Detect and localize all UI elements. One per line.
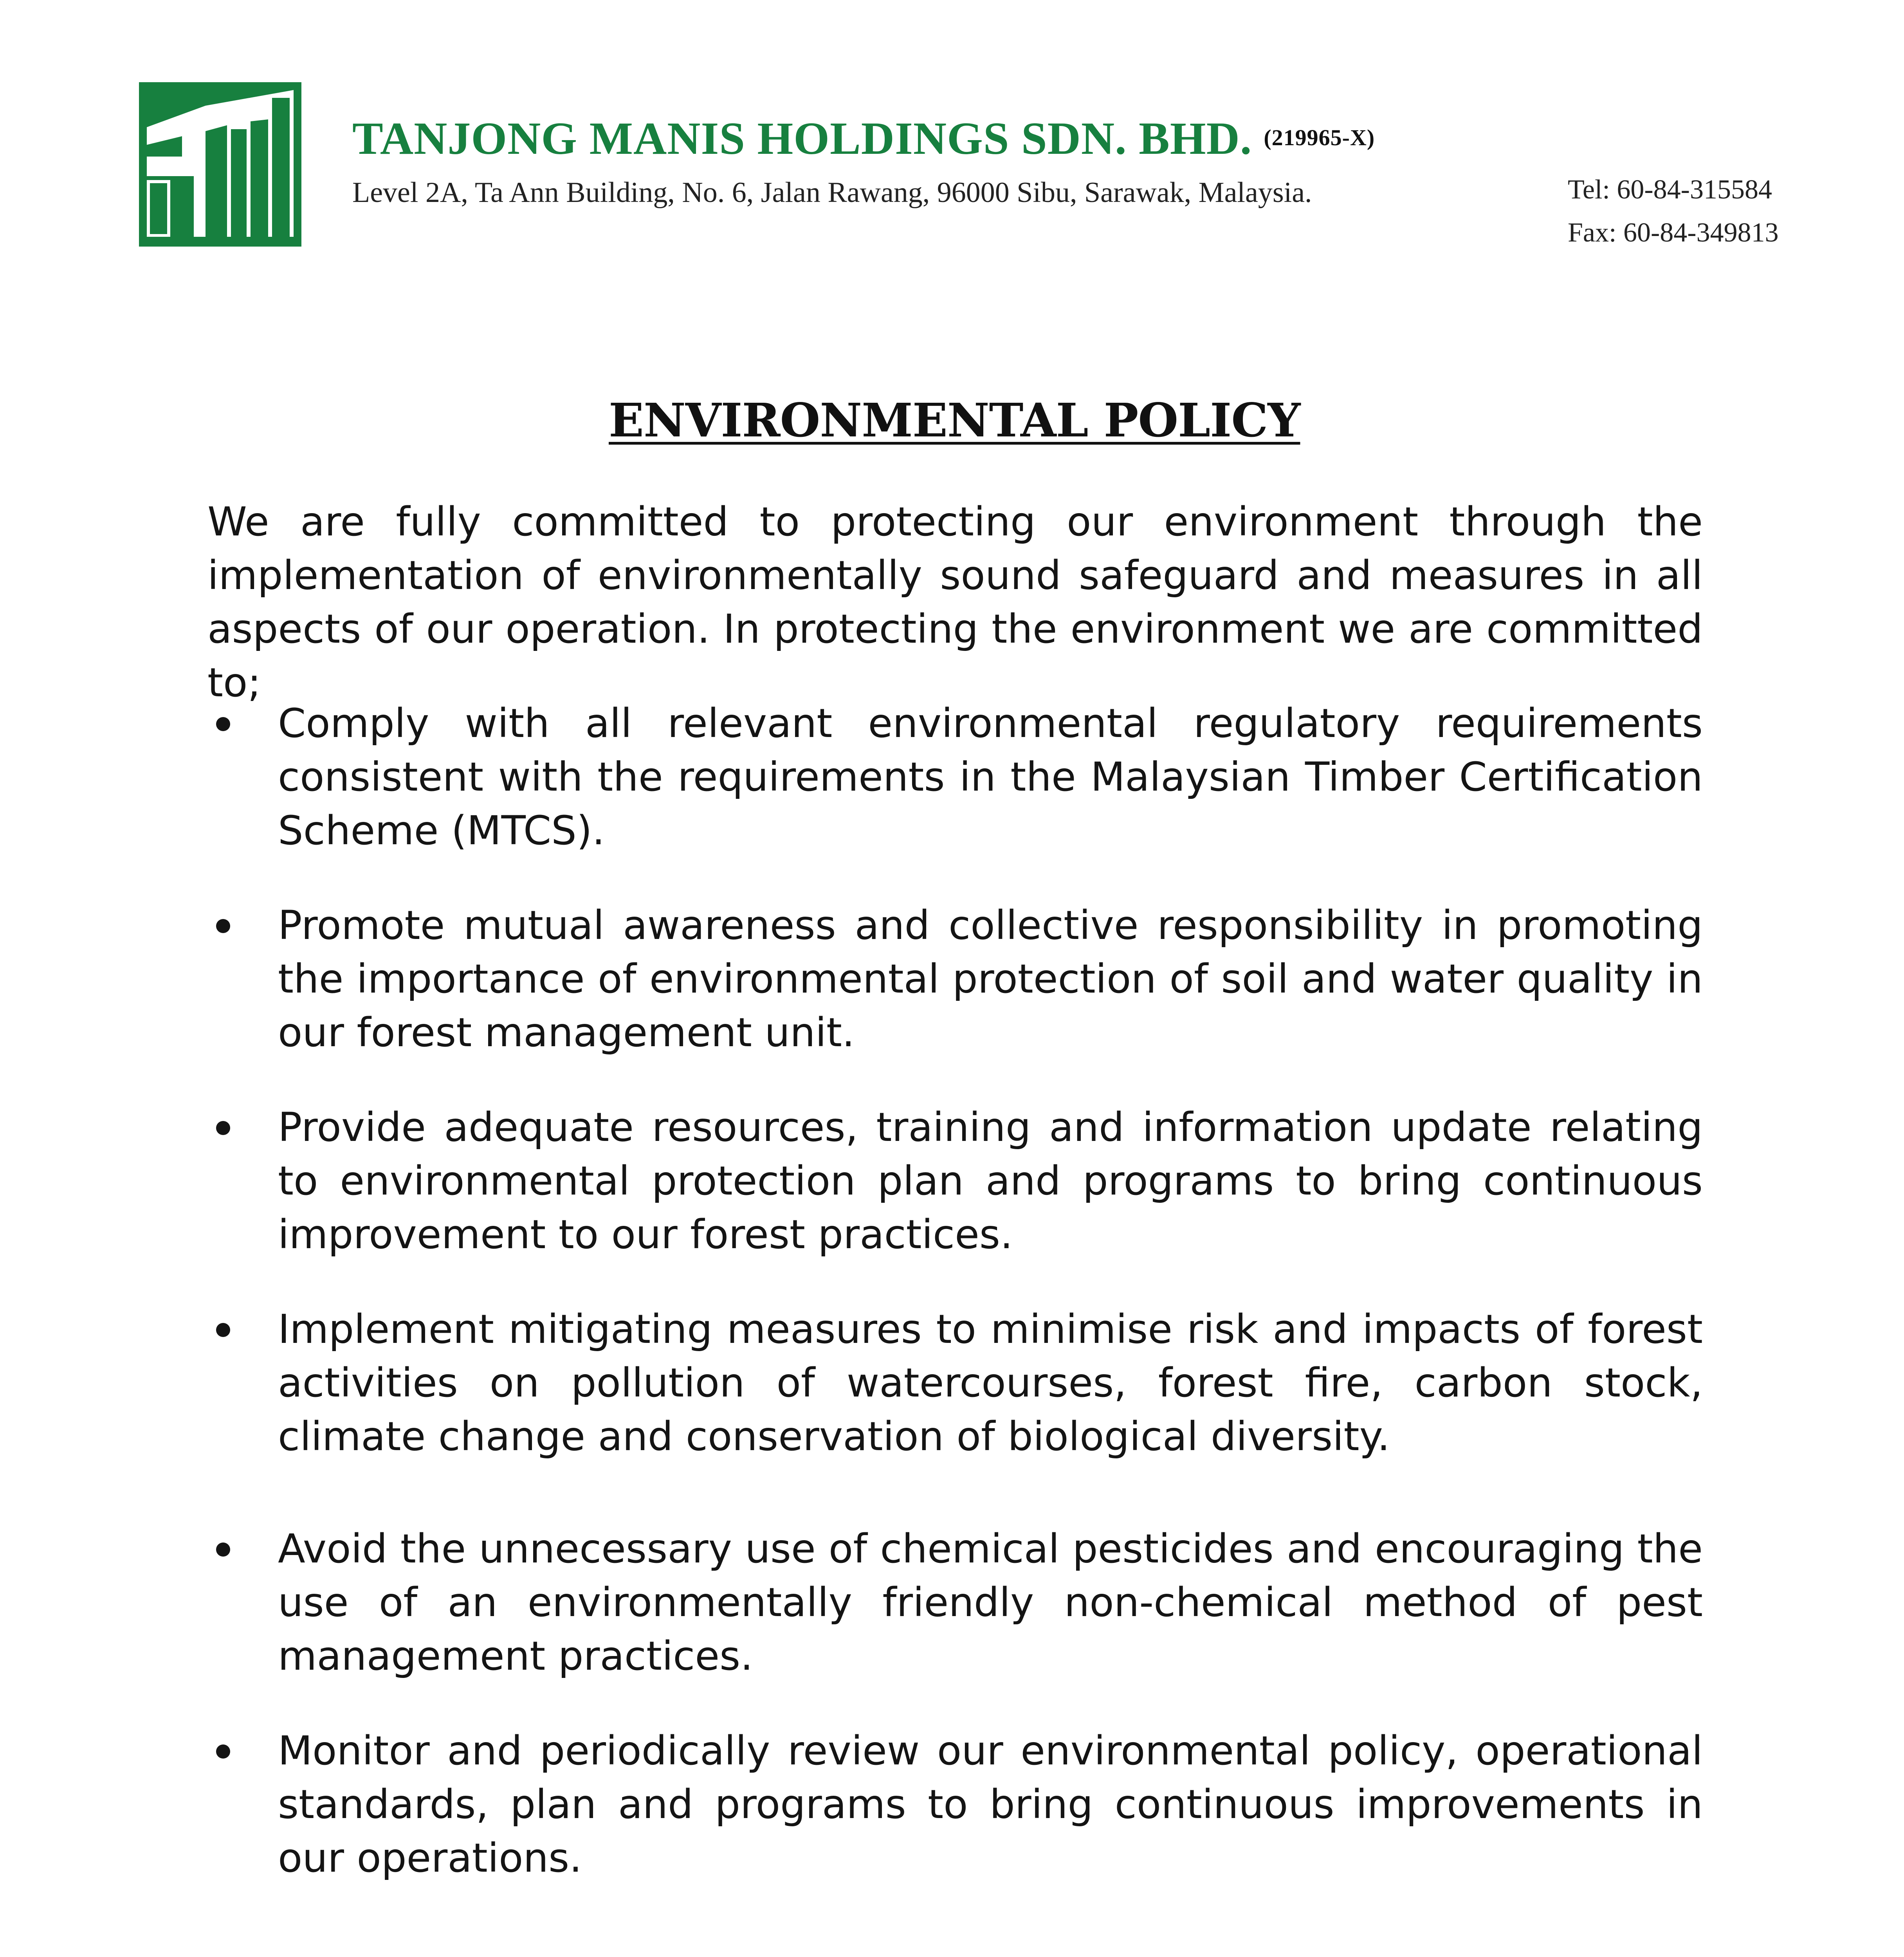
commitment-item [207, 1724, 1703, 1885]
company-registration-number: (219965-X) [1264, 125, 1375, 150]
commitments-list [207, 697, 1703, 1926]
commitment-text: Avoid the unnecessary use of chemical pesticides and encouraging the use of an environmentally friendly non-chemical method of pest management practices. [278, 1526, 1703, 1679]
commitment-text: Comply with all relevant environmental regulatory requirements consistent with the requirements in the Malaysian Timber Certification Scheme (MTCS). [278, 700, 1703, 854]
company-name [352, 115, 1375, 162]
document-title: ENVIRONMENTAL POLICY [609, 393, 1300, 447]
commitment-item [207, 697, 1703, 858]
contact-block [1568, 168, 1779, 254]
commitment-text: Promote mutual awareness and collective responsibility in promoting the importance of environmental protection of soil and water quality in our forest management unit. [278, 902, 1703, 1056]
company-name-text: TANJONG MANIS HOLDINGS SDN. BHD. [352, 113, 1252, 164]
commitment-text: Monitor and periodically review our environmental policy, operational standards, plan and programs to bring continuous improvements in our operations. [278, 1728, 1703, 1881]
commitment-item [207, 1522, 1703, 1683]
intro-paragraph: We are fully committed to protecting our environment through the implementation of environmentally sound safeguard and measures in all aspects of our operation. In protecting the environment we are committed to; [207, 499, 1703, 706]
commitment-item [207, 899, 1703, 1060]
bullet-icon [216, 1323, 230, 1337]
commitment-item [207, 1303, 1703, 1463]
commitment-text: Provide adequate resources, training and information update relating to environmental protection plan and programs to bring continuous improvement to our forest practices. [278, 1104, 1703, 1258]
company-logo-icon [139, 82, 301, 247]
commitment-text: Implement mitigating measures to minimise risk and impacts of forest activities on pollution of watercourses, forest fire, carbon stock, climate change and conservation of biological diversity. [278, 1306, 1703, 1460]
telephone-number: Tel: 60-84-315584 [1568, 175, 1772, 205]
bullet-icon [216, 1543, 230, 1557]
bullet-icon [216, 1744, 230, 1759]
company-address: Level 2A, Ta Ann Building, No. 6, Jalan Rawang, 96000 Sibu, Sarawak, Malaysia. [352, 177, 1312, 209]
commitment-item [207, 1101, 1703, 1261]
fax-number: Fax: 60-84-349813 [1568, 218, 1779, 248]
bullet-icon [216, 1121, 230, 1135]
bullet-icon [216, 919, 230, 933]
bullet-icon [216, 717, 230, 731]
